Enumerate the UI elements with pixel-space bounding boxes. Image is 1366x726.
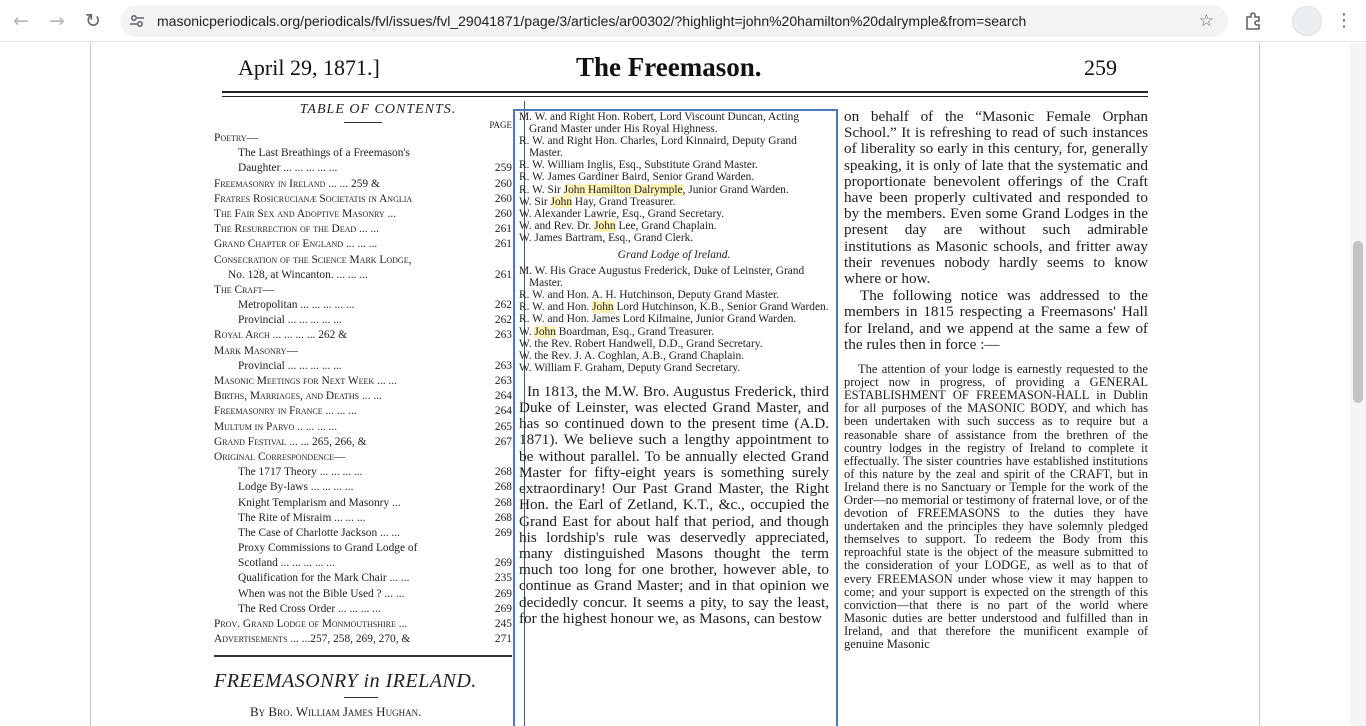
officer-text: M. W. and Right Hon. Robert, Lord Viscount Duncan, Acting Grand Master under His Royal Highness. <box>519 111 800 136</box>
officer-text: R. W. and Hon. <box>519 301 593 314</box>
toc-entry <box>214 450 512 465</box>
toc-entry-page: 262 <box>492 313 512 328</box>
toc-entry <box>214 268 512 283</box>
toc-entry-label: Qualification for the Mark Chair ... ... <box>238 572 410 585</box>
toc-entry-label: The Fair Sex and Adoptive Masonry ... <box>214 207 397 220</box>
toc-entry <box>214 602 512 617</box>
reload-icon: ↻ <box>85 10 101 32</box>
issue-date: April 29, 1871.] <box>238 55 380 80</box>
toc-entry-page: 265 <box>492 420 512 435</box>
officer-text: W. the Rev. J. A. Coghlan, A.B., Grand Chaplain. <box>519 349 745 362</box>
toc-entry-page: 263 <box>492 374 512 389</box>
ireland-heading: Grand Lodge of Ireland. <box>617 249 731 262</box>
toc-entry-page: 263 <box>492 359 512 374</box>
search-highlight: John <box>550 195 573 208</box>
toc-entry-page: 260 <box>492 192 512 207</box>
toc-entry-label: Proxy Commissions to Grand Lodge of <box>238 542 418 555</box>
toc-entry-page: 268 <box>492 496 512 511</box>
extensions-icon[interactable] <box>1243 10 1265 32</box>
toc-entry-label: Metropolitan ... ... ... ... ... <box>238 299 355 312</box>
toc-entry-page: 261 <box>492 237 512 252</box>
toc-entry <box>214 146 512 161</box>
reload-button[interactable] <box>80 8 106 34</box>
toc-entry <box>214 496 512 511</box>
toc-entry-label: Poetry— <box>214 132 258 144</box>
header-rule <box>222 91 1148 93</box>
toc-entry <box>214 389 512 404</box>
toc-entry-page: 268 <box>492 480 512 495</box>
article-heading: FREEMASONRY in IRELAND. <box>214 670 477 693</box>
toc-entry-page: 264 <box>492 389 512 404</box>
search-highlight: John <box>594 219 616 232</box>
officer-entry <box>519 289 829 301</box>
bookmark-star-icon[interactable]: ☆ <box>1198 11 1214 31</box>
scrollbar-thumb[interactable] <box>1353 241 1363 403</box>
address-bar[interactable] <box>120 5 1228 37</box>
toc-entry <box>214 526 512 541</box>
middle-body-paragraph: In 1813, the M.W. Bro. Augustus Frederick, third Duke of Leinster, was elected Grand Master, and has so continued down to the present time (A.D. 1871). We believe such a lengthy appointment to be without parallel. To be annually elected Grand Master for fifty-eight years is something surely extraordinary! Our Past Grand Master, the Right Hon. the Earl of Zetland, K.T., &c., occupied the Grand East for about half that period, and though his lordship's rule was deservedly appreciated, many distinguished Masons thought the term much too long for one brother, however able, to continue as Grand Master; and in that opinion we decidedly concur. It seems a pity, to say the least, for the highest honour we, as Masons, can bestow <box>519 382 829 627</box>
toc-entry <box>214 556 512 571</box>
toc-entry-page: 269 <box>492 587 512 602</box>
toc-entry <box>214 571 512 586</box>
page-viewport <box>0 43 1366 726</box>
notice-paragraph: The attention of your lodge is earnestly requested to the project now in progress, of providing a GENERAL ESTABLISHMENT OF FREEMASON-HALL in Dublin for all purposes of the MASONIC BODY, and which has been undertaken with such success as to require but a reasonable share of assistance from the brethren of the country lodges in the registry of Ireland to complete it effectually. The sister countries have established institutions of this nature by the zeal and spirit of the CRAFT, but in Ireland there is no Sanctuary or Temple for the work of the Order—no memorial or testimony of fraternal love, or of the devotion of FREEMASONS to the duties they have undertaken and the principles they have solemnly pledged themselves to support. To redeem the Body from this reproachful state is the object of the measure submitted to the consideration of your LODGE, as well as to that of every FREEMASON under whose view it may happen to come; and your support is expected on the strength of this conviction—that there is no part of the world where Masonic duties are better understood and fulfilled than in Ireland, and that therefore the munificent example of genuine Masonic <box>844 362 1148 652</box>
toc-page-label: PAGE <box>489 120 512 130</box>
toc-entry <box>214 177 512 192</box>
officer-text: W. and Rev. Dr. <box>519 219 595 232</box>
profile-avatar[interactable] <box>1292 6 1322 36</box>
officer-text: R. W. Sir <box>519 183 564 196</box>
toc-entry-label: Fratres Rosicrucianæ Societatis in Anglia <box>214 192 413 205</box>
newspaper-scan <box>200 43 1160 726</box>
article-byline: By Bro. William James Hughan. <box>250 704 422 720</box>
middle-column <box>519 111 829 627</box>
toc-entry-page: 264 <box>492 404 512 419</box>
officer-text: R. W. and Hon. A. H. Hutchinson, Deputy Grand Master. <box>519 289 780 302</box>
officer-text: R. W. and Right Hon. Charles, Lord Kinnaird, Deputy Grand Master. <box>519 135 797 160</box>
masthead-title: The Freemason. <box>576 52 762 82</box>
toc-entry-label: Advertisements ... ...257, 258, 269, 270, & <box>214 633 411 646</box>
toc-entry-page: 268 <box>492 511 512 526</box>
toc-entry-label: Multum in Parvo .. ... ... ... <box>214 420 338 433</box>
page-border-right <box>1259 43 1260 726</box>
toc-entry-label: Lodge By-laws ... ... ... ... <box>238 481 354 494</box>
toc-entry-label: The Case of Charlotte Jackson ... ... <box>238 526 400 539</box>
officer-text: W. William F. Graham, Deputy Grand Secretary. <box>519 361 741 374</box>
toc-entry-label: Provincial ... ... ... ... ... <box>238 314 342 327</box>
toc-entry-page: 267 <box>492 435 512 450</box>
toc-entry <box>214 313 512 328</box>
browser-toolbar <box>0 0 1366 42</box>
toc-entry <box>214 359 512 374</box>
toc-entry-page: 269 <box>492 526 512 541</box>
toc-entry-page: 261 <box>492 268 512 283</box>
toc-entry-label: Daughter ... ... ... ... ... <box>238 162 338 175</box>
toc-entry <box>214 344 512 359</box>
toc-entry-page: 271 <box>492 632 512 647</box>
toc-entry-label: Original Correspondence— <box>214 450 346 463</box>
toc-entry <box>214 541 512 556</box>
right-paragraph-2: The following notice was addressed to the members in 1815 respecting a Freemasons' Hall for Ireland, and we append at the same a few of the rules then in force :— <box>844 287 1148 353</box>
toc-entry-page: 263 <box>492 328 512 343</box>
right-column <box>844 109 1148 651</box>
officer-text: R. W. and Hon. James Lord Kilmaine, Junior Grand Warden. <box>519 313 797 326</box>
officer-text: W. Sir <box>519 195 551 208</box>
toc-entry-page: 245 <box>492 617 512 632</box>
toc-bottom-rule <box>214 655 512 657</box>
toc-entry <box>214 222 512 237</box>
toc-entry <box>214 617 512 632</box>
officer-entry <box>519 232 829 244</box>
officer-text: Boardman, Esq., Grand Treasurer. <box>555 325 715 338</box>
toc-entry-page: 259 <box>492 161 512 176</box>
officer-entry <box>519 265 829 289</box>
toc-title: TABLE OF CONTENTS. <box>299 102 457 117</box>
header-rule-thin <box>222 96 1148 97</box>
toc-entry-label: Consecration of the Science Mark Lodge, <box>214 253 412 266</box>
officer-entry <box>519 159 829 171</box>
site-settings-icon[interactable] <box>128 13 146 29</box>
toc-entry <box>214 420 512 435</box>
article-heading-rule <box>344 697 378 698</box>
toc-entry-label: Royal Arch ... ... ... ... 262 & <box>214 329 348 342</box>
toc-entry <box>214 404 512 419</box>
officer-entry <box>519 184 829 196</box>
officer-text: Lee, Grand Chaplain. <box>615 219 717 232</box>
toc-entry-page: 235 <box>492 571 512 586</box>
toc-entry <box>214 328 512 343</box>
toc-entry-label: The Rite of Misraim ... ... ... <box>238 511 366 524</box>
officer-text: W. <box>519 325 535 338</box>
toc-entry-label: Prov. Grand Lodge of Monmouthshire ... <box>214 618 408 630</box>
toc-entry <box>214 131 512 146</box>
toc-entry <box>214 632 512 647</box>
toc-entry <box>214 480 512 495</box>
officer-entry <box>519 171 829 183</box>
toc-entry-label: The Last Breathings of a Freemason's <box>238 147 410 160</box>
toc-entry-label: When was not the Bible Used ? ... ... <box>238 587 405 600</box>
officer-entry <box>519 326 829 338</box>
toc-entry-page: 268 <box>492 465 512 480</box>
toc-entry <box>214 435 512 450</box>
toc-entry <box>214 192 512 207</box>
toc-entry <box>214 207 512 222</box>
toc-entry-page: 269 <box>492 602 512 617</box>
officer-text: Lord Hutchinson, K.B., Senior Grand Warden. <box>613 301 829 314</box>
toc-entry <box>214 298 512 313</box>
toc-entry-page: 260 <box>492 177 512 192</box>
toc-entry-page: 261 <box>492 222 512 237</box>
back-button[interactable] <box>8 8 34 34</box>
forward-button[interactable] <box>44 8 70 34</box>
page-number: 259 <box>1084 55 1117 80</box>
toc-entry <box>214 237 512 252</box>
browser-menu-icon[interactable]: ⋮ <box>1335 10 1353 31</box>
officer-entry <box>519 313 829 325</box>
toc-entry-page: 262 <box>492 298 512 313</box>
toc-entry-label: Freemasonry in France ... ... ... <box>214 405 357 418</box>
toc-entry-label: Grand Chapter of England ... ... ... <box>214 238 378 251</box>
toc-entry <box>214 511 512 526</box>
toc-entry-label: Freemasonry in Ireland ... ... 259 & <box>214 177 380 190</box>
toc-entry <box>214 465 512 480</box>
officer-entry <box>519 196 829 208</box>
officer-text: M. W. His Grace Augustus Frederick, Duke of Leinster, Grand Master. <box>519 265 805 290</box>
officer-entry <box>519 220 829 232</box>
search-highlight: John <box>592 301 614 314</box>
officer-entry <box>519 135 829 159</box>
toc-entry-label: The Craft— <box>214 283 274 296</box>
officer-entry <box>519 338 829 350</box>
officer-text: R. W. James Gardiner Baird, Senior Grand Warden. <box>519 171 755 184</box>
url-text[interactable]: masonicperiodicals.org/periodicals/fvl/issues/fvl_29041871/page/3/articles/ar00302/?highlight=john%20hamilton%20dalrymple&from=search <box>157 13 1027 29</box>
toc-entry-label: Provincial ... ... ... ... ... <box>238 359 342 372</box>
search-highlight: John Hamilton Dalrymple <box>563 183 683 196</box>
toc-entry-label: Knight Templarism and Masonry ... <box>238 496 401 509</box>
toc-entry-label: The 1717 Theory ... ... ... ... <box>238 466 363 479</box>
toc-entry-label: Births, Marriages, and Deaths ... ... <box>214 390 382 403</box>
officers-ireland-list <box>519 265 829 374</box>
officer-entry <box>519 111 829 135</box>
toc-entry-page: 260 <box>492 207 512 222</box>
officer-text: W. Alexander Lawrie, Esq., Grand Secretary. <box>519 207 725 220</box>
officer-entry <box>519 301 829 313</box>
officer-text: R. W. William Inglis, Esq., Substitute Grand Master. <box>519 159 758 172</box>
toc-column <box>214 101 512 720</box>
officer-text: W. James Bartram, Esq., Grand Clerk. <box>519 231 694 244</box>
page-border-left <box>90 43 91 726</box>
officer-entry <box>519 362 829 374</box>
toc-entry <box>214 253 512 268</box>
toc-entry-label: Masonic Meetings for Next Week ... ... <box>214 375 397 387</box>
toc-entry-label: No. 128, at Wincanton. ... ... ... <box>228 268 368 281</box>
officer-text: , Junior Grand Warden. <box>682 183 789 196</box>
toc-entry <box>214 374 512 389</box>
officers-scotland-list <box>519 111 829 244</box>
officer-text: Hay, Grand Treasurer. <box>572 195 676 208</box>
toc-entry-page: 269 <box>492 556 512 571</box>
officer-entry <box>519 208 829 220</box>
right-paragraph-1: on behalf of the “Masonic Female Orphan School.” It is refreshing to read of such instances of liberality so early in this century, for, generally speaking, it is only of late that the systematic and proportionate benevolent offerings of the Craft have been properly cultivated and responded to by the members. Even some Grand Lodges in the present day are without such admirable institutions as Masonic schools, and fritter away their revenues nobody hardly seems to know where or how. <box>844 108 1148 288</box>
toc-entry-label: Scotland ... ... ... ... ... <box>238 557 335 570</box>
toc-entry <box>214 283 512 298</box>
toc-entry <box>214 587 512 602</box>
arrow-left-icon: ← <box>13 10 29 32</box>
officer-text: W. the Rev. Robert Handwell, D.D., Grand Secretary. <box>519 337 763 350</box>
toc-entry-label: The Resurrection of the Dead ... ... <box>214 223 379 236</box>
toc-list <box>214 131 512 647</box>
toc-entry-label: The Red Cross Order ... ... ... ... <box>238 602 381 615</box>
arrow-right-icon: → <box>49 10 65 32</box>
toc-entry-label: Mark Masonry— <box>214 344 298 357</box>
search-highlight: John <box>534 325 556 338</box>
officer-entry <box>519 350 829 362</box>
toc-entry <box>214 161 512 176</box>
page-scrollbar[interactable] <box>1350 43 1366 726</box>
toc-entry-label: Grand Festival ... ... 265, 266, & <box>214 435 367 448</box>
